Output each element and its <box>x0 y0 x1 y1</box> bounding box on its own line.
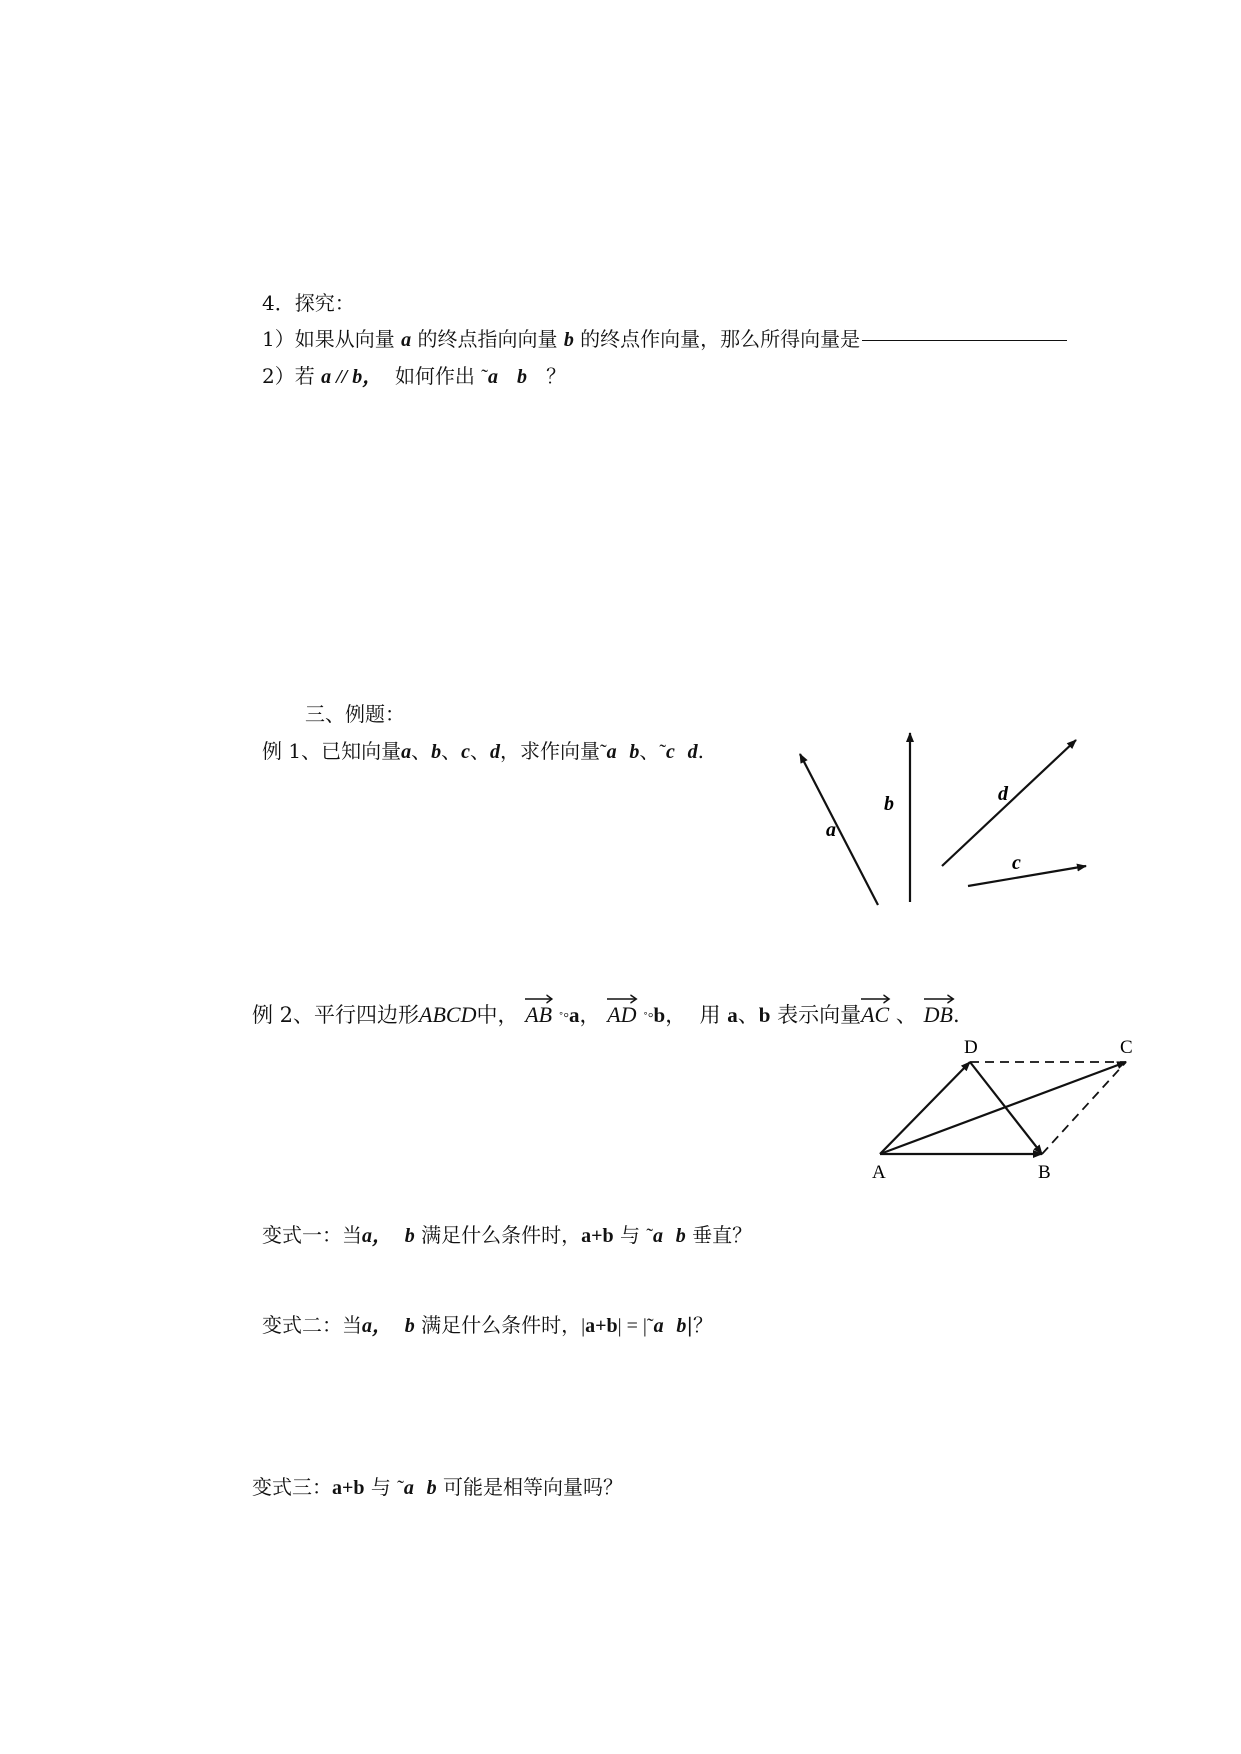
vertex-c: C <box>1120 1037 1133 1058</box>
side-bc <box>1042 1062 1126 1154</box>
vector-c <box>968 866 1086 886</box>
vertex-d: D <box>964 1037 978 1058</box>
answer-blank[interactable] <box>862 340 1067 341</box>
label-c: c <box>1012 852 1021 874</box>
vector-ab: AB <box>525 998 552 1028</box>
label-a: a <box>826 819 836 841</box>
vector-d <box>942 740 1076 866</box>
vector-ad: AD <box>607 998 636 1028</box>
example1-statement: 例 1、已知向量a、b、c、d，求作向量˜a b、˜c d. <box>262 739 705 763</box>
diagonal-db <box>970 1062 1042 1154</box>
variant3: 变式三：a+b 与 ˜a b 可能是相等向量吗？ <box>252 1475 623 1499</box>
section4-question2: 2）若 a // b， 如何作出 ˜a b ？ <box>262 364 567 388</box>
variant1: 变式一：当a， b 满足什么条件时，a+b 与 ˜a b 垂直？ <box>262 1223 753 1247</box>
vector-a <box>800 754 878 905</box>
parallelogram-figure <box>860 1030 1160 1190</box>
vector-ac: AC <box>861 998 889 1028</box>
section4-question1: 1）如果从向量 a 的终点指向向量 b 的终点作向量，那么所得向量是 <box>262 326 1067 353</box>
vector-db: DB <box>924 998 953 1028</box>
label-d: d <box>998 783 1008 805</box>
example2-statement: 例 2、平行四边形ABCD中， AB ˚°a， AD ˚°b， 用 a、b 表示向量 AC 、 DB. <box>252 998 960 1032</box>
vectors-figure <box>780 720 1100 910</box>
side-ad <box>880 1062 970 1154</box>
vertex-b: B <box>1038 1162 1051 1183</box>
label-b: b <box>884 793 894 815</box>
vertex-a: A <box>872 1162 886 1183</box>
section3-heading: 三、例题： <box>305 702 405 726</box>
diagonal-ac <box>880 1062 1126 1154</box>
section4-heading: 4．探究： <box>262 291 355 315</box>
variant2: 变式二：当a， b 满足什么条件时，|a+b| = |˜a b|？ <box>262 1313 714 1337</box>
